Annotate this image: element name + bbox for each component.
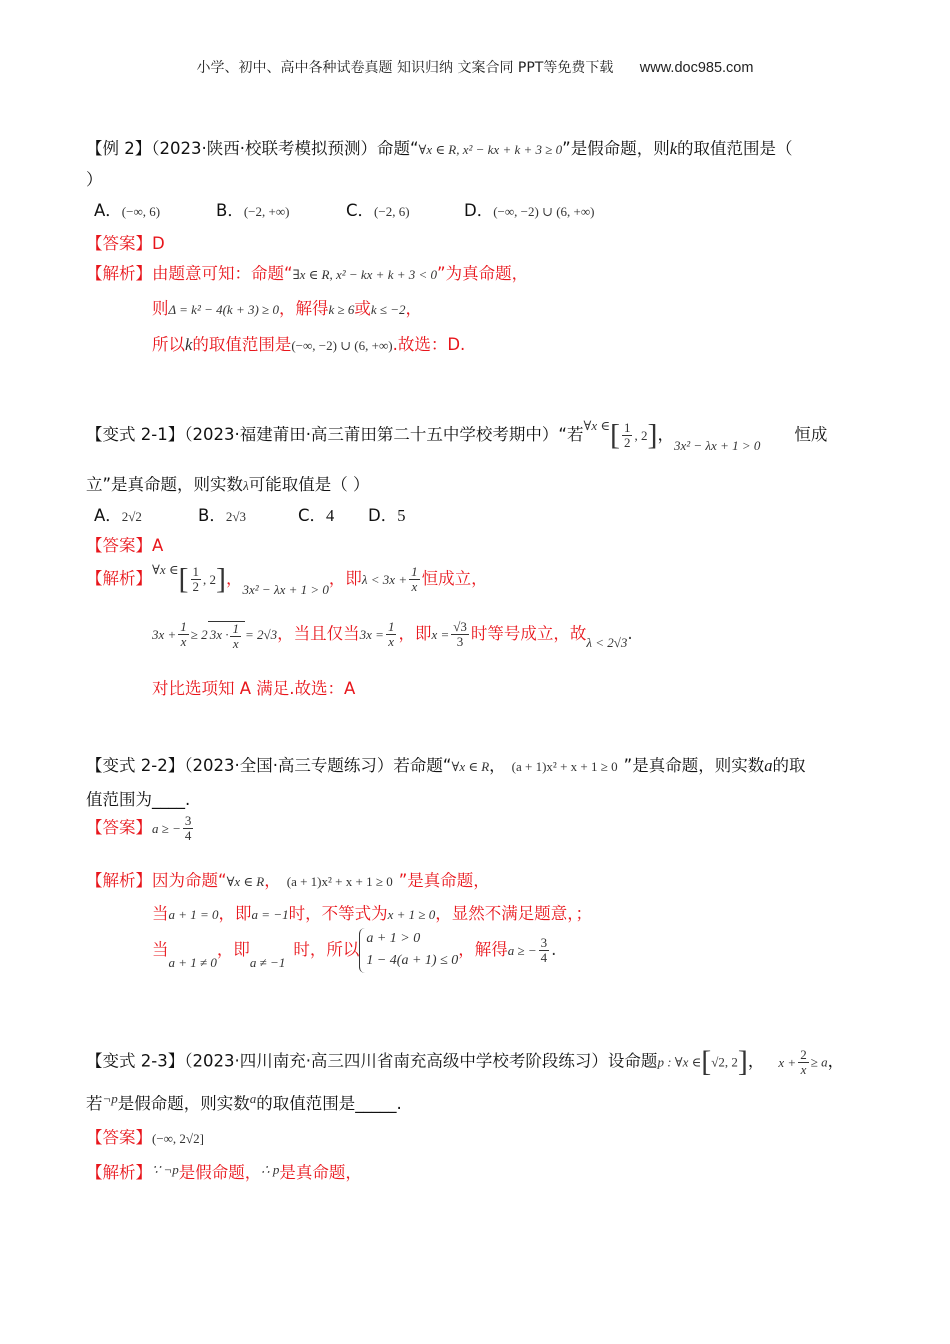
ex2-option-a: A．(−∞, 6) <box>94 201 161 220</box>
ex2-question-line2: ） <box>86 170 103 189</box>
v21-option-d: D．5 <box>368 506 406 525</box>
ex2-analysis-line3: 所以k的取值范围是(−∞, −2) ∪ (6, +∞).故选：D. <box>152 335 466 354</box>
v23-question-line2: 若$^{\neg p}$是假命题，则实数$^a$的取值范围是_____. <box>86 1091 402 1113</box>
ex2-tag: 【例 2】 <box>86 139 152 158</box>
ex2-analysis-line2: 则Δ = k² − 4(k + 3) ≥ 0，解得k ≥ 6或k ≤ −2， <box>152 299 423 318</box>
v21-analysis-line2: 3x + $\frac{1}{x}$ ≥ 2 3x · $\frac{1}{x}$ = 2√3，当且仅当3x = $\frac{1}{x}$ ，即x = $\frac{√3}{3}$ 时等号成立，故$_{\lambda < 2√3}$. <box>152 619 633 651</box>
v22-analysis-line3: 当$_{a + 1 \ne 0}$，即$_{a \ne -1}$时，所以 a + 1 > 0 1 − 4(a + 1) ≤ 0 ，解得a ≥ − $\frac{3}{4}$ . <box>152 928 556 973</box>
v23-analysis-line1: 【解析】$^{\because \neg p}$是假命题，$^{\therefore p}$是真命题， <box>86 1162 362 1182</box>
v22-blank[interactable]: ____ <box>152 790 185 809</box>
ex2-option-d: D．(−∞, −2) ∪ (6, +∞) <box>464 201 595 220</box>
v21-option-c: C．4 <box>298 506 335 525</box>
v22-analysis-line2: 当a + 1 = 0，即a = −1时，不等式为x + 1 ≥ 0，显然不满足题意，； <box>152 904 593 923</box>
page-header <box>0 57 950 77</box>
v21-question-line2: 立”是真命题，则实数λ可能取值是（ ） <box>86 475 370 494</box>
v21-option-a: A．2√2 <box>94 506 142 525</box>
v22-tag: 【变式 2-2】 <box>86 756 185 775</box>
v22-answer: 【答案】a ≥ − $\frac{3}{4}$ <box>86 813 192 843</box>
v22-question-line2: 值范围为____. <box>86 790 191 809</box>
header-url[interactable]: www.doc985.com <box>639 60 754 76</box>
v21-analysis-line1: 【解析】$^{\forall x \in}$[ $\frac{1}{2}$ , 2]，$_{3x^2 - \lambda x + 1 > 0}$，即λ < 3x + $\frac{1}{x}$ 恒成立， <box>86 562 488 597</box>
v23-tag: 【变式 2-3】 <box>86 1051 185 1071</box>
ex2-analysis-line1: 【解析】由题意可知：命题“∃x ∈ R, x² − kx + k + 3 < 0”为真命题， <box>86 264 529 283</box>
v23-question-line1: 【变式 2-3】（2023·四川南充·高三四川省南充高级中学校考阶段练习）设命题p : ∀x ∈[√2, 2]， x + $\frac{2}{x}$ ≥ a， <box>86 1045 845 1078</box>
v21-answer: 【答案】A <box>86 536 164 555</box>
v21-question-line1: 【变式 2-1】（2023·福建莆田·高三莆田第二十五中学校考期中）“若$^{\forall x \in}$[ $\frac{1}{2}$ , 2]，$_{3x^2 - \lambda x + 1 > 0}$恒成 <box>86 418 828 453</box>
v21-analysis-line3: 对比选项知 A 满足.故选：A <box>152 679 356 698</box>
v22-analysis-line1: 【解析】因为命题“∀x ∈ R， (a + 1)x² + x + 1 ≥ 0 ”是真命题， <box>86 871 490 890</box>
ex2-answer: 【答案】D <box>86 234 165 253</box>
ex2-formula: ∀x ∈ R, x² − kx + k + 3 ≥ 0 <box>418 142 563 157</box>
v23-answer: 【答案】(−∞, 2√2] <box>86 1128 204 1147</box>
ex2-option-c: C．(−2, 6) <box>346 201 410 220</box>
ex2-option-b: B．(−2, +∞) <box>216 201 290 220</box>
v21-tag: 【变式 2-1】 <box>86 425 185 444</box>
v23-blank[interactable]: _____ <box>355 1094 397 1113</box>
v22-question-line1: 【变式 2-2】（2023·全国·高三专题练习）若命题“∀x ∈ R， (a + 1)x² + x + 1 ≥ 0 ”是真命题，则实数a的取 <box>86 756 806 775</box>
header-text: 小学、初中、高中各种试卷真题 知识归纳 文案合同 PPT等免费下载 <box>196 60 614 76</box>
v21-option-b: B．2√3 <box>198 506 246 525</box>
ex2-question-line1: 【例 2】（2023·陕西·校联考模拟预测）命题“∀x ∈ R, x² − kx + k + 3 ≥ 0”是假命题，则k的取值范围是（ <box>86 139 793 158</box>
